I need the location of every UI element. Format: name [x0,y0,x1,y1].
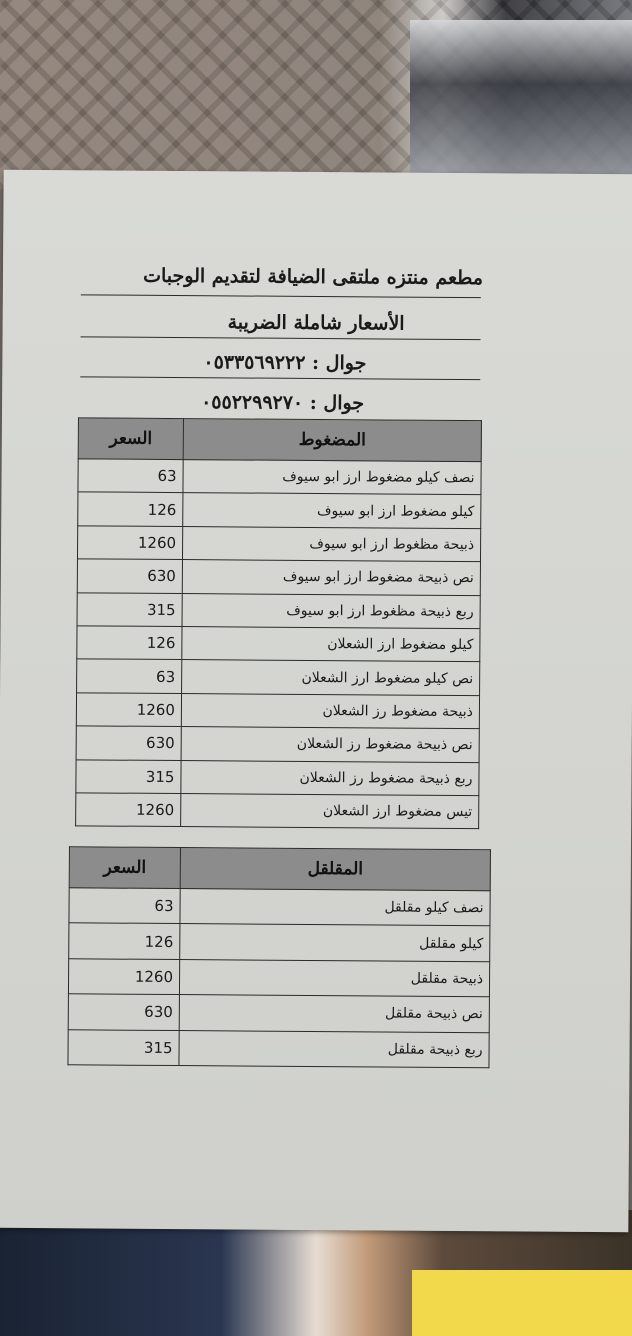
maglagal-item-price: 315 [68,1029,179,1065]
background-glass [410,20,632,180]
maglagal-row [69,888,490,926]
menu-document [0,170,632,1232]
maglagal-row [68,959,489,997]
madghout-row [76,726,479,762]
maglagal-item-name: ذبيحة مقلقل [179,959,489,997]
madghout-item-price: 315 [76,759,181,793]
madghout-item-price: 63 [78,459,183,493]
madghout-item-name: ذبيحة مظغوط ارز ابو سيوف [182,526,480,561]
madghout-row [76,693,479,729]
maglagal-item-price: 63 [69,888,180,924]
madghout-row [78,459,481,495]
maglagal-item-price: 630 [68,994,179,1030]
madghout-row [77,659,480,695]
maglagal-item-name: نصف كيلو مقلقل [180,889,490,927]
maglagal-item-price: 126 [69,923,180,959]
menu-paper [0,170,632,1232]
madghout-row [78,492,481,528]
madghout-item-name: كيلو مضغوط ارز ابو سيوف [183,493,481,528]
madghout-row [76,793,479,829]
madghout-price-header: السعر [78,418,183,460]
header-divider-1 [81,294,481,298]
maglagal-row [68,994,489,1032]
madghout-item-price: 630 [77,559,182,593]
maglagal-item-header: المقلقل [180,848,490,891]
background-yellow-object [412,1270,632,1336]
maglagal-item-price: 1260 [68,959,179,995]
madghout-item-price: 630 [76,726,181,760]
maglagal-price-header: السعر [69,847,180,889]
madghout-item-header: المضغوط [183,419,481,462]
madghout-item-name: نص ذبيحة مضغوط ارز ابو سيوف [182,560,480,595]
madghout-item-price: 1260 [76,693,181,727]
madghout-item-name: كيلو مضغوط ارز الشعلان [182,627,480,662]
madghout-price-table [75,417,482,829]
restaurant-name: مطعم منتزه ملتقى الضيافة لتقديم الوجبات [143,264,484,290]
madghout-item-price: 126 [78,492,183,526]
maglagal-row [69,923,490,961]
madghout-row [77,626,480,662]
tax-note: الأسعار شاملة الضريبة [227,311,405,335]
madghout-item-name: تيس مضغوط ارز الشعلان [181,793,479,828]
madghout-item-price: 1260 [76,793,181,827]
maglagal-item-name: كيلو مقلقل [180,924,490,962]
madghout-item-name: ربع ذبيحة مظغوط ارز ابو سيوف [182,593,480,628]
madghout-item-price: 63 [77,659,182,693]
maglagal-item-name: نص ذبيحة مقلقل [179,995,489,1033]
madghout-item-name: نص ذبيحة مضغوط رز الشعلان [181,727,479,762]
madghout-item-name: ذبيحة مضغوط رز الشعلان [181,693,479,728]
madghout-item-name: نص كيلو مضغوط ارز الشعلان [182,660,480,695]
madghout-row [76,759,479,795]
madghout-item-price: 315 [77,592,182,626]
madghout-row [77,592,480,628]
madghout-item-name: ربع ذبيحة مضغوط رز الشعلان [181,760,479,795]
madghout-item-price: 126 [77,626,182,660]
maglagal-row [68,1029,489,1067]
maglagal-header-row [69,847,490,891]
maglagal-price-table [67,846,491,1068]
madghout-item-name: نصف كيلو مضغوط ارز ابو سيوف [183,460,481,495]
madghout-header-row [78,418,481,462]
phone-number-1: جوال : ٠٥٣٣٥٦٩٢٢٢ [203,351,367,375]
madghout-item-price: 1260 [77,526,182,560]
madghout-row [77,526,480,562]
madghout-row [77,559,480,595]
maglagal-item-name: ربع ذبيحة مقلقل [179,1030,489,1068]
phone-number-2: جوال : ٠٥٥٢٢٩٩٢٧٠ [201,391,365,415]
header-divider-3 [80,376,480,380]
header-divider-2 [81,336,481,340]
